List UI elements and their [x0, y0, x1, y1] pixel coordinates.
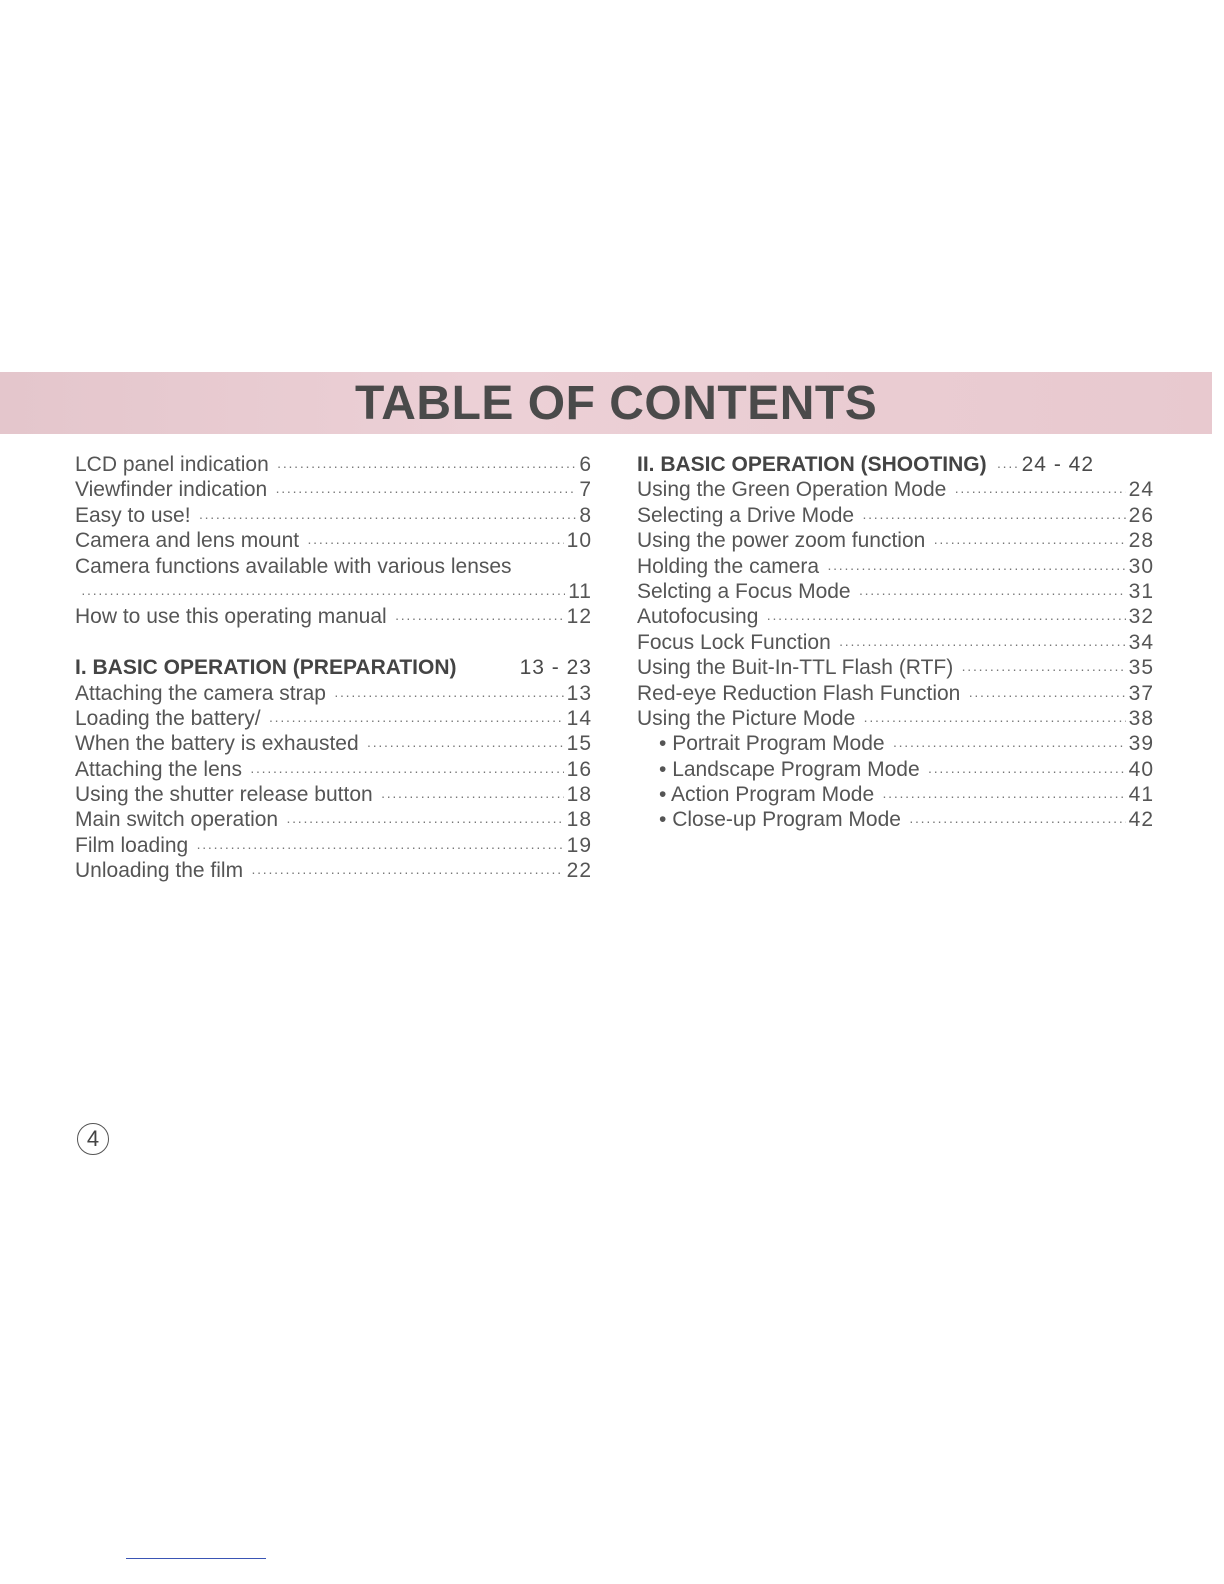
toc-entry-wrapped[interactable]	[75, 554, 592, 579]
toc-entry-page: 41	[1128, 783, 1154, 807]
toc-entry-page: 35	[1128, 656, 1154, 680]
toc-entry-title: How to use this operating manual	[75, 605, 387, 629]
toc-entry-page: 32	[1128, 605, 1154, 629]
toc-entry-page: 34	[1128, 630, 1154, 654]
toc-entry-title: When the battery is exhausted	[75, 732, 359, 756]
dot-leader	[196, 835, 563, 860]
dot-leader	[381, 784, 564, 809]
toc-entry-title: Holding the camera	[637, 554, 820, 578]
toc-entry-page: 8	[579, 503, 592, 527]
toc-entry-page: 37	[1128, 681, 1154, 705]
toc-entry-title: Using the Buit-In-TTL Flash (RTF)	[637, 656, 954, 680]
dot-leader	[251, 860, 564, 885]
toc-entry[interactable]	[637, 655, 1154, 680]
toc-entry[interactable]	[75, 503, 592, 528]
toc-entry-title: Unloading the film	[75, 859, 244, 883]
dot-leader	[286, 809, 564, 834]
dot-leader	[968, 683, 1125, 708]
dot-leader	[827, 556, 1126, 581]
toc-entry[interactable]	[75, 706, 592, 731]
toc-entry-title: Focus Lock Function	[637, 630, 831, 654]
dot-leader	[766, 606, 1125, 631]
toc-entry-title: • Landscape Program Mode	[659, 757, 920, 782]
toc-entry-page: 12	[566, 605, 592, 629]
dot-leader	[961, 657, 1125, 682]
toc-entry[interactable]	[637, 579, 1154, 604]
toc-sub-entry[interactable]	[637, 757, 1154, 782]
section-page-range: 13 - 23	[519, 656, 592, 680]
toc-entry-title: Using the shutter release button	[75, 783, 373, 807]
toc-entry-page: 22	[566, 859, 592, 883]
section-page-range: 24 - 42	[1021, 453, 1095, 476]
dot-leader	[928, 759, 1126, 784]
toc-entry-page: 40	[1128, 757, 1154, 781]
toc-entry-page: 24	[1128, 478, 1154, 502]
toc-section-heading[interactable]	[637, 452, 1154, 477]
toc-entry-title: Camera functions available with various lenses	[75, 554, 512, 578]
toc-entry[interactable]	[75, 452, 592, 477]
toc-entry[interactable]	[75, 681, 592, 706]
bottom-rule	[126, 1558, 266, 1559]
toc-entry-title: Selecting a Drive Mode	[637, 503, 855, 527]
toc-entry-title: Film loading	[75, 833, 189, 857]
toc-entry-page: 11	[568, 579, 592, 603]
toc-entry[interactable]	[75, 477, 592, 502]
toc-entry-title: Attaching the camera strap	[75, 681, 326, 705]
dot-leader	[909, 809, 1126, 834]
dot-leader	[862, 505, 1126, 530]
toc-entry-page: 39	[1128, 732, 1154, 756]
dot-leader	[997, 454, 1019, 479]
toc-entry-title: LCD panel indication	[75, 453, 269, 476]
toc-entry-title: Viewfinder indication	[75, 478, 268, 502]
dot-leader	[859, 581, 1126, 606]
toc-entry-title: Camera and lens mount	[75, 529, 300, 553]
toc-sub-entry[interactable]	[637, 731, 1154, 756]
section-spacer	[75, 630, 592, 655]
toc-right-column	[637, 452, 1154, 833]
toc-entry-title: Loading the battery/	[75, 706, 261, 730]
toc-entry-title: Using the Green Operation Mode	[637, 478, 947, 502]
toc-entry-title: Using the power zoom function	[637, 529, 926, 553]
dot-leader	[882, 784, 1126, 809]
toc-entry[interactable]	[637, 681, 1154, 706]
dot-leader	[893, 733, 1126, 758]
toc-entry-page: 31	[1128, 579, 1154, 603]
toc-entry-page: 15	[566, 732, 592, 756]
dot-leader	[277, 454, 577, 479]
toc-entry[interactable]	[75, 807, 592, 832]
toc-entry-title: Easy to use!	[75, 503, 191, 527]
dot-leader	[839, 632, 1126, 657]
toc-entry-title: Selcting a Focus Mode	[637, 579, 851, 603]
toc-entry[interactable]	[637, 630, 1154, 655]
toc-entry-page: 18	[566, 808, 592, 832]
toc-left-column	[75, 452, 592, 884]
toc-entry-title: • Close-up Program Mode	[659, 807, 901, 832]
toc-entry-title: Attaching the lens	[75, 757, 242, 781]
toc-entry[interactable]	[75, 858, 592, 883]
toc-entry[interactable]	[75, 731, 592, 756]
toc-entry[interactable]	[75, 528, 592, 553]
toc-entry-title: Using the Picture Mode	[637, 706, 856, 730]
toc-entry-page: 14	[566, 706, 592, 730]
toc-entry-page: 7	[579, 478, 592, 502]
page-title: TABLE OF CONTENTS	[355, 377, 878, 430]
toc-entry[interactable]	[637, 706, 1154, 731]
toc-entry[interactable]	[75, 782, 592, 807]
dot-leader	[250, 759, 564, 784]
dot-leader	[199, 505, 577, 530]
toc-entry-page: 10	[566, 529, 592, 553]
dot-leader	[81, 581, 565, 606]
dot-leader	[269, 708, 564, 733]
toc-entry[interactable]	[637, 528, 1154, 553]
page-number-badge: 4	[77, 1123, 109, 1155]
dot-leader	[334, 683, 564, 708]
toc-entry-page: 26	[1128, 503, 1154, 527]
toc-entry-page: 19	[566, 833, 592, 857]
toc-entry-page: 18	[566, 783, 592, 807]
dot-leader	[395, 606, 564, 631]
section-title: II. BASIC OPERATION (SHOOTING)	[637, 453, 987, 476]
toc-entry-title: • Portrait Program Mode	[659, 731, 885, 756]
toc-entry-page: 16	[566, 757, 592, 781]
toc-sub-entry[interactable]	[637, 782, 1154, 807]
toc-entry-page: 42	[1128, 808, 1154, 832]
toc-entry-title: Main switch operation	[75, 808, 279, 832]
dot-leader	[307, 530, 564, 555]
toc-entry-page: 13	[566, 681, 592, 705]
toc-entry-title: Red-eye Reduction Flash Function	[637, 681, 961, 705]
toc-sub-entry[interactable]	[637, 807, 1154, 832]
toc-entry[interactable]	[637, 477, 1154, 502]
dot-leader	[933, 530, 1125, 555]
toc-entry[interactable]	[75, 604, 592, 629]
toc-entry-page: 30	[1128, 554, 1154, 578]
toc-entry[interactable]	[637, 503, 1154, 528]
toc-entry-title: Autofocusing	[637, 605, 759, 629]
dot-leader	[954, 479, 1125, 504]
dot-leader	[275, 479, 576, 504]
toc-entry-title: • Action Program Mode	[659, 782, 874, 807]
toc-entry-page: 28	[1128, 529, 1154, 553]
toc-section-heading[interactable]	[75, 655, 592, 680]
section-title: I. BASIC OPERATION (PREPARATION)	[75, 656, 457, 680]
toc-entry-page: 38	[1128, 706, 1154, 730]
toc-entry-continuation[interactable]	[75, 579, 592, 604]
dot-leader	[367, 733, 564, 758]
toc-entry[interactable]	[637, 604, 1154, 629]
toc-entry[interactable]	[637, 554, 1154, 579]
toc-entry[interactable]	[75, 833, 592, 858]
toc-entry-page: 6	[579, 453, 592, 476]
toc-entry[interactable]	[75, 757, 592, 782]
dot-leader	[863, 708, 1125, 733]
